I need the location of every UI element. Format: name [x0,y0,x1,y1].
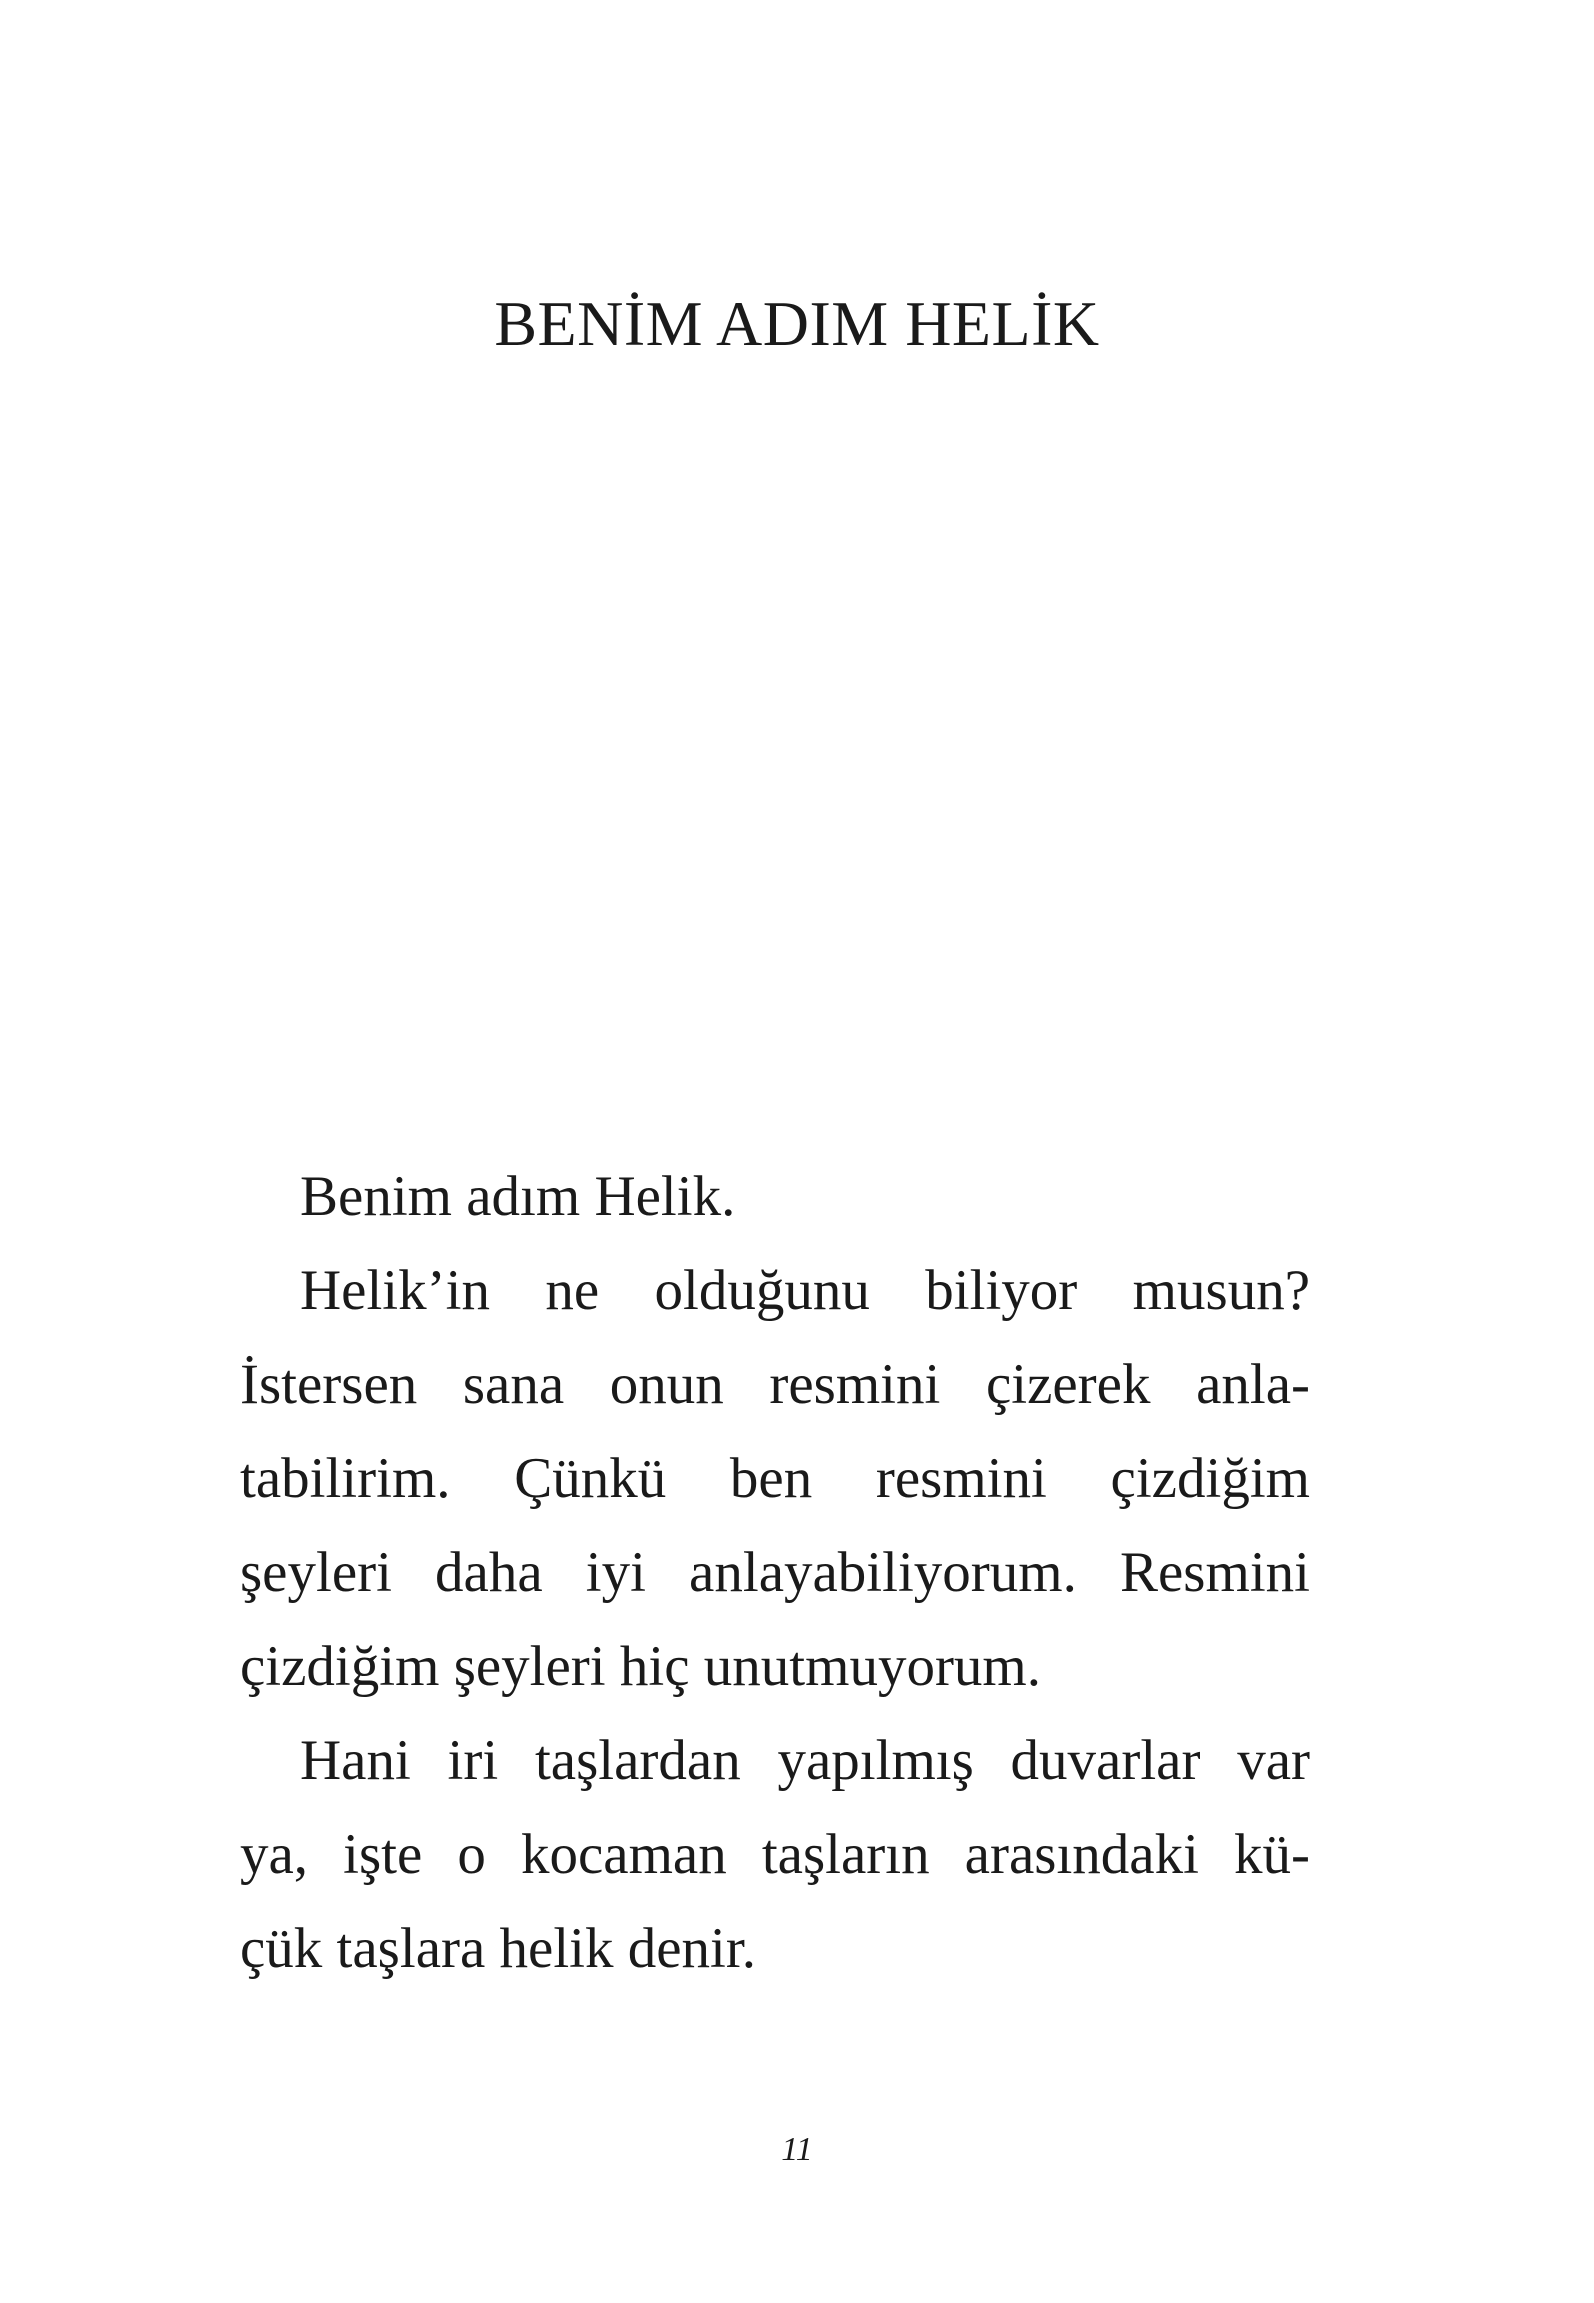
paragraph-line: tabilirim. Çünkü ben resmini çizdiğim [240,1447,1310,1510]
paragraph-line: çizdiğim şeyleri hiç unutmuyorum. [240,1635,1042,1698]
paragraph-line: ya, işte o kocaman taşların arasındaki kü- [240,1823,1310,1886]
paragraph-line: çük taşlara helik denir. [240,1917,756,1980]
paragraph-line: İstersen sana onun resmini çizerek anla- [240,1353,1310,1416]
paragraph-line: şeyleri daha iyi anlayabiliyorum. Resmini [240,1541,1310,1604]
body-text [240,1150,1310,1996]
paragraph-line: Benim adım Helik. [300,1165,736,1228]
paragraph-line: Hani iri taşlardan yapılmış duvarlar var [300,1729,1310,1792]
page-number: 11 [781,2131,813,2168]
chapter-title: BENİM ADIM HELİK [494,288,1100,359]
paragraph-line: Helik’in ne olduğunu biliyor musun? [300,1259,1310,1322]
